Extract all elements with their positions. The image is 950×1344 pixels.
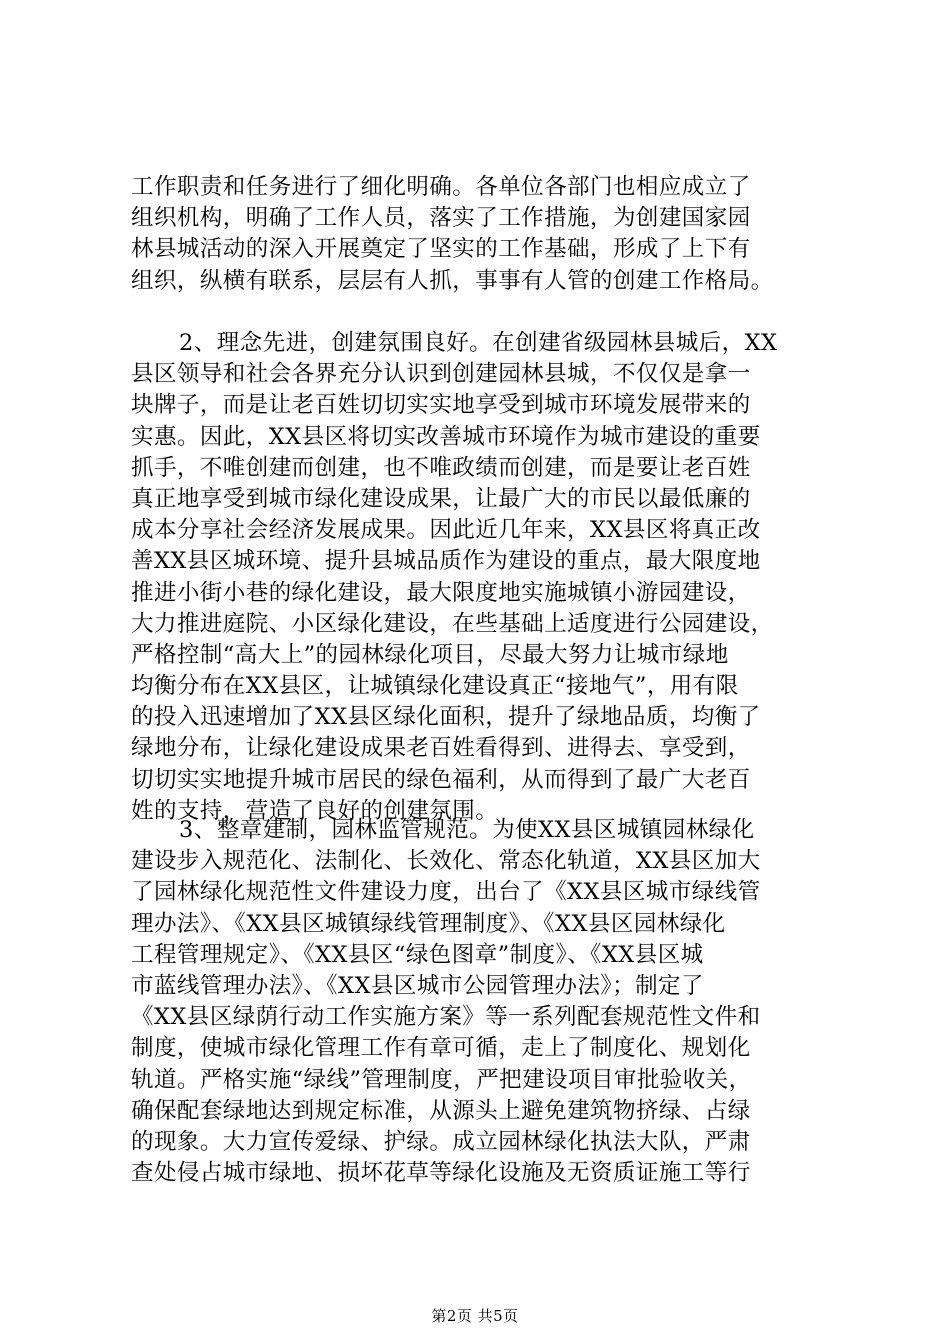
text-line: 的现象。大力宣传爱绿、护绿。成立园林绿化执法大队，严肃 <box>131 1128 751 1155</box>
text-line: 绿地分布，让绿化建设成果老百姓看得到、进得去、享受到， <box>131 735 751 762</box>
text-line: 建设步入规范化、法制化、长效化、常态化轨道，XX县区加大 <box>131 848 761 875</box>
text-line: 林县城活动的深入开展奠定了坚实的工作基础，形成了上下有 <box>131 236 751 263</box>
text-line: 切切实实地提升城市居民的绿色福利，从而得到了最广大老百 <box>131 766 751 793</box>
text-line: 确保配套绿地达到规定标准，从源头上避免建筑物挤绿、占绿 <box>131 1097 751 1124</box>
text-line: 轨道。严格实施“绿线”管理制度，严把建设项目审批验收关， <box>131 1066 752 1093</box>
text-line: 工程管理规定》、《XX县区“绿色图章”制度》、《XX县区城 <box>131 941 704 968</box>
paragraph-section-2 <box>131 328 831 827</box>
text-line: 3、整章建制，园林监管规范。为使XX县区城镇园林绿化 <box>179 817 755 843</box>
text-line: 理办法》、《XX县区城镇绿线管理制度》、《XX县区园林绿化 <box>131 910 726 937</box>
text-line: 组织机构，明确了工作人员，落实了工作措施，为创建国家园 <box>131 205 751 232</box>
text-line: 县区领导和社会各界充分认识到创建园林县城，不仅仅是拿一 <box>131 361 751 388</box>
text-line: 大力推进庭院、小区绿化建设，在些基础上适度进行公园建设， <box>131 610 774 637</box>
text-line: 真正地享受到城市绿化建设成果，让最广大的市民以最低廉的 <box>131 485 751 512</box>
paragraph-continuation <box>131 172 831 297</box>
page-number-label: 第2页 共5页 <box>431 1307 519 1325</box>
text-line: 推进小街小巷的绿化建设，最大限度地实施城镇小游园建设， <box>131 579 751 606</box>
text-line: 制度，使城市绿化管理工作有章可循，走上了制度化、规划化 <box>131 1035 751 1062</box>
text-line: 工作职责和任务进行了细化明确。各单位各部门也相应成立了 <box>131 174 751 200</box>
text-line: 均衡分布在XX县区，让城镇绿化建设真正“接地气”，用有限 <box>131 673 739 700</box>
text-line: 块牌子，而是让老百姓切切实实地享受到城市环境发展带来的 <box>131 392 751 419</box>
text-line: 市蓝线管理办法》、《XX县区城市公园管理办法》；制定了 <box>131 972 704 999</box>
text-line: 实惠。因此，XX县区将切实改善城市环境作为城市建设的重要 <box>131 423 761 450</box>
text-line: 善XX县区城环境、提升县城品质作为建设的重点，最大限度地 <box>131 548 761 575</box>
text-line: 了园林绿化规范性文件建设力度，出台了《XX县区城市绿线管 <box>131 879 761 906</box>
text-line: 查处侵占城市绿地、损坏花草等绿化设施及无资质证施工等行 <box>131 1160 751 1187</box>
text-line: 成本分享社会经济发展成果。因此近几年来，XX县区将真正改 <box>131 517 761 544</box>
text-line: 严格控制“高大上”的园林绿化项目，尽最大努力让城市绿地 <box>131 641 729 668</box>
text-line: 《XX县区绿荫行动工作实施方案》等一系列配套规范性文件和 <box>131 1004 761 1031</box>
text-line: 2、理念先进，创建氛围良好。在创建省级园林县城后，XX <box>179 330 778 356</box>
paragraph-section-3 <box>131 815 831 1189</box>
text-line: 抓手，不唯创建而创建，也不唯政绩而创建，而是要让老百姓 <box>131 454 751 481</box>
text-line: 姓的支持，营造了良好的创建氛围。 <box>131 797 499 824</box>
text-line: 组织，纵横有联系，层层有人抓，事事有人管的创建工作格局。 <box>131 267 774 294</box>
text-line: 的投入迅速增加了XX县区绿化面积，提升了绿地品质，均衡了 <box>131 704 761 731</box>
page-footer <box>0 1306 950 1326</box>
